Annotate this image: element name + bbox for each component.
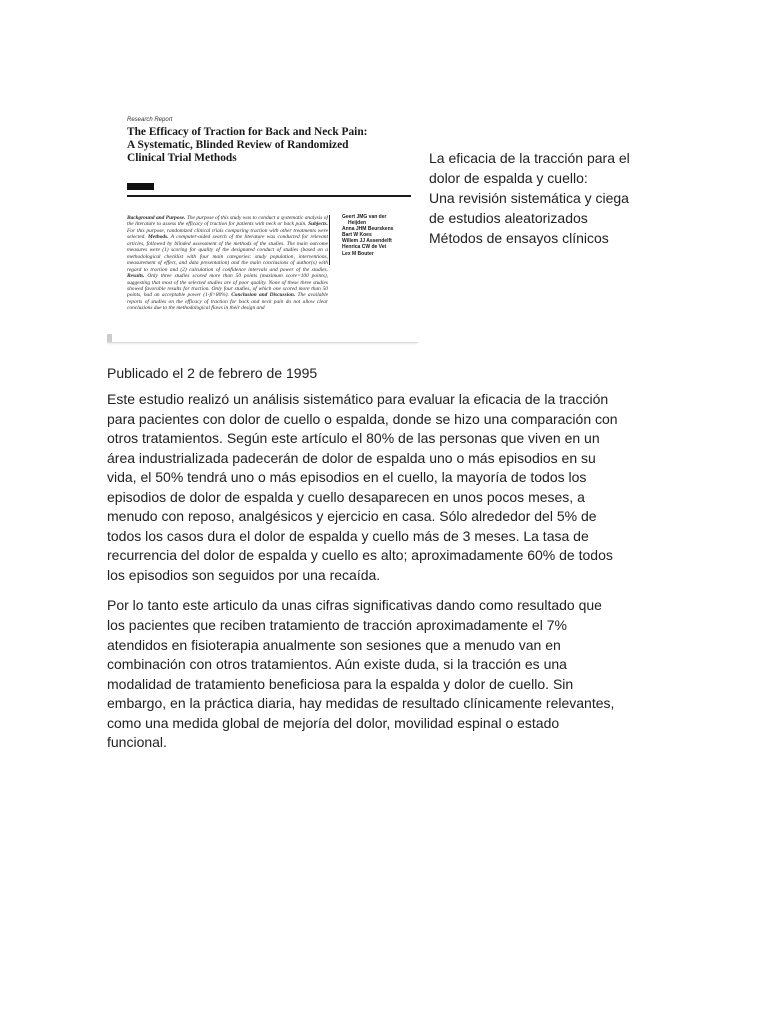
paragraph-line: modalidad de tratamiento beneficiosa para la espalda y dolor de cuello. Sin [107,675,574,692]
spanish-title-line: Métodos de ensayos clínicos [429,229,609,246]
author-name: Bart W Koes [342,232,372,239]
paragraph-line: Por lo tanto este articulo da unas cifras significativas dando como resultado que [107,597,602,614]
article-clipping-image [107,108,418,343]
paragraph-line: para pacientes con dolor de cuello o espalda, donde se hizo una comparación con [107,410,618,427]
abstract-text: The available reports of studies on the efficacy of traction for back and neck pain do not allow clear conclusions due to the methodological flaws in their design and [127,292,328,312]
abstract-text: For this purpose, randomized clinical trials comparing traction with other treatments were selected. [127,227,328,241]
clipping-title-line: Clinical Trial Methods [127,152,237,164]
paragraph-line: combinación con otros tratamientos. Aún existe duda, si la tracción es una [107,656,567,673]
spanish-title-line: dolor de espalda y cuello: [429,169,588,186]
clipping-corner-mark [107,334,112,342]
author-name: Henrica CW de Vet [342,244,387,251]
author-name: Willem JJ Assendelft [342,238,392,245]
abstract-text: Only three studies scored more than 50 points (maximum score=100 points), suggesting that most of the selected studies are of poor quality. None of these three studies showed favorable results for traction. Only four studies, of which one scored more than 50 points, had an acceptable power (1-β>80%). [127,273,328,299]
abstract-heading: Conclusion and Discussion. [228,292,296,299]
abstract-heading: Results. [127,273,145,280]
paragraph-line: episodios de dolor de espalda y cuello desaparecen en unos pocos meses, a [107,488,585,505]
abstract-text: The purpose of this study was to conduct a systematic analysis of the literature to assess the efficacy of traction for patients with neck or back pain. [127,215,328,228]
clipping-authors [342,214,414,257]
paragraph-line: funcional. [107,734,167,751]
author-name: Anna JHM Beurskens [342,226,394,233]
paragraph-line: todos los casos dura el dolor de espalda y cuello más de 3 meses. La tasa de [107,527,589,544]
spanish-title-line: La eficacia de la tracción para el [429,150,630,166]
spanish-title-line: Una revisión sistemática y ciega [429,189,629,206]
abstract-heading: Subjects. [306,221,328,228]
paragraph-line: embargo, en la práctica diaria, hay medidas de resultado clínicamente relevantes, [107,695,615,712]
clipping-title-line: A Systematic, Blinded Review of Randomized [127,139,349,151]
author-name: Heijden [348,220,367,227]
paragraph-line: Este estudio realizó un análisis sistemático para evaluar la eficacia de la tracción [107,391,609,407]
spanish-title-line: de estudios aleatorizados [429,209,588,226]
clipping-abstract [127,215,328,343]
abstract-heading: Background and Purpose. [127,215,186,221]
author-name: Geert JMG van der [342,214,387,220]
paragraph-line: área industrializada padecerán de dolor de espalda uno o más episodios en su [107,449,596,466]
clipping-title [127,126,412,165]
paragraph-line: otros tratamientos. Según este artículo el 80% de las personas que viven en un [107,430,600,447]
paragraph-line: atendidos en fisioterapia anualmente son sesiones que a menudo van en [107,636,561,653]
paragraph-line: recurrencia del dolor de espalda y cuello es alto; aproximadamente 60% de todos [107,547,613,564]
publication-date: Publicado el 2 de febrero de 1995 [107,365,318,381]
clipping-column-rule [329,215,330,265]
author-name: Lex M Bouter [342,250,374,257]
abstract-heading: Methods. [145,234,169,241]
paragraph-line: como una medida global de mejoría del dolor, movilidad espinal o estado [107,714,560,731]
paragraph-line: los episodios son seguidos por una recaída. [107,566,381,583]
paragraph-line: los pacientes que reciben tratamiento de tracción aproximadamente el 7% [107,617,567,634]
spanish-title [429,149,669,249]
abstract-text: A computer-aided search of the literature was conducted for relevant articles, followed by blinded assessment of the methods of the studies. The main outcome measures were (1) scoring for quality of the designated conduct of studies (based on a methodological checklist with four main categories: study population, interventions, measurement of effect, and data presentation) and the main conclusions of author(s) with regard to traction and (2) calculation of confidence intervals and power of the studies. [127,234,328,273]
clipping-section-label: Research Report [127,117,173,123]
paragraph-line: vida, el 50% tendrá uno o más episodios en el cuello, la mayoría de todos los [107,469,587,486]
clipping-title-line: The Efficacy of Traction for Back and Neck Pain: [127,126,368,138]
paragraph [107,596,687,752]
paragraph-line: menudo con reposo, analgésicos y ejercicio en casa. Sólo alrededor del 5% de [107,508,597,525]
clipping-divider [127,195,411,197]
paragraph [107,390,687,585]
document-body [107,390,687,764]
clipping-black-bar [127,183,154,190]
